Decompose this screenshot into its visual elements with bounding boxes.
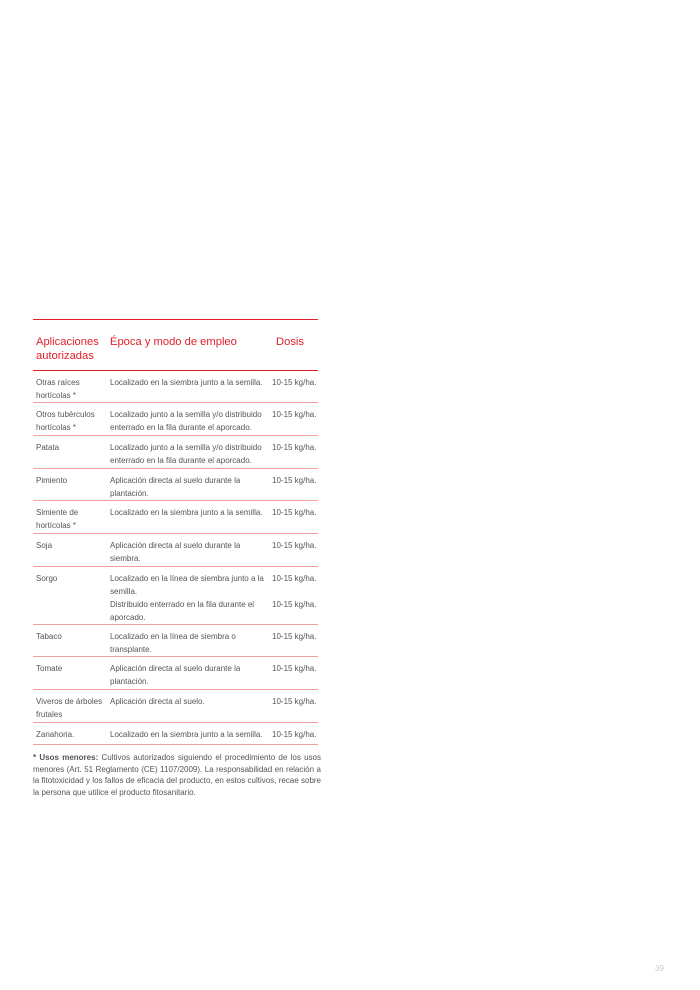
dose-cell: 10-15 kg/ha.: [272, 378, 317, 387]
table-row: [33, 657, 318, 690]
dose-line: 10-15 kg/ha.: [272, 574, 317, 583]
authorized-uses-table: [33, 319, 318, 745]
crop-cell: Sorgo: [36, 574, 58, 583]
method-cell: Localizado en la siembra junto a la semilla.: [110, 378, 263, 387]
dose-line: 10-15 kg/ha.: [272, 600, 317, 609]
table-row: [33, 625, 318, 657]
header-timing: Época y modo de empleo: [110, 336, 237, 348]
crop-cell: Simiente de hortícolas *: [36, 508, 79, 530]
table-row: [33, 469, 318, 501]
crop-cell: Tabaco: [36, 632, 62, 641]
table-row: [33, 403, 318, 436]
dose-cell: 10-15 kg/ha.: [272, 410, 317, 419]
dose-cell: 10-15 kg/ha.: [272, 632, 317, 641]
method-cell: Aplicación directa al suelo.: [110, 697, 205, 706]
method-cell: [108, 572, 270, 624]
minor-uses-footnote: [33, 752, 321, 798]
crop-cell: Soja: [36, 541, 53, 550]
table-row: [33, 436, 318, 469]
table-row: [33, 501, 318, 534]
dose-cell: 10-15 kg/ha.: [272, 697, 317, 706]
dose-cell: 10-15 kg/ha.: [272, 541, 317, 550]
dose-cell: 10-15 kg/ha.: [272, 664, 317, 673]
dose-cell: [270, 572, 320, 611]
header-dose: Dosis: [276, 336, 304, 348]
method-cell: Aplicación directa al suelo durante la plantación.: [110, 476, 241, 498]
method-cell: Localizado en la siembra junto a la semilla.: [110, 508, 263, 517]
crop-cell: Otros tubérculos hortícolas *: [36, 410, 95, 432]
method-line: Localizado en la línea de siembra junto a la semilla.: [110, 574, 264, 596]
method-cell: Localizado junto a la semilla y/o distribuido enterrado en la fila durante el aporcado.: [110, 410, 262, 432]
method-line: Distribuido enterrado en la fila durante el aporcado.: [110, 600, 255, 622]
crop-cell: Otras raíces hortícolas *: [36, 378, 80, 400]
dose-cell: 10-15 kg/ha.: [272, 730, 317, 739]
table-row: [33, 723, 318, 745]
crop-cell: Viveros de árboles frutales: [36, 697, 103, 719]
table-row: [33, 534, 318, 567]
crop-cell: Pimiento: [36, 476, 68, 485]
method-cell: Localizado en la siembra junto a la semilla.: [110, 730, 263, 739]
method-cell: Aplicación directa al suelo durante la siembra.: [110, 541, 241, 563]
header-applications: Aplicaciones autorizadas: [36, 336, 99, 362]
table-row: [33, 690, 318, 723]
method-cell: Localizado en la línea de siembra o transplante.: [110, 632, 236, 654]
method-cell: Localizado junto a la semilla y/o distribuido enterrado en la fila durante el aporcado.: [110, 443, 262, 465]
crop-cell: Tomate: [36, 664, 63, 673]
table-row: [33, 567, 318, 625]
crop-cell: Zanahoria.: [36, 730, 75, 739]
footnote-text: Cultivos autorizados siguiendo el procedimiento de los usos menores (Art. 51 Reglamento (CE) 1107/2009). La responsabilidad en relación a la fitotoxicidad y los fallos de eficacia del producto, en estos cultivos, recae sobre la persona que utilice el producto fitosanitario.: [33, 753, 322, 797]
dose-cell: 10-15 kg/ha.: [272, 476, 317, 485]
dose-cell: 10-15 kg/ha.: [272, 443, 317, 452]
dose-cell: 10-15 kg/ha.: [272, 508, 317, 517]
method-cell: Aplicación directa al suelo durante la plantación.: [110, 664, 241, 686]
table-header: [33, 320, 318, 371]
footnote-lead: * Usos menores:: [33, 753, 99, 762]
table-row: [33, 371, 318, 403]
page-number: 39: [655, 964, 664, 973]
crop-cell: Patata: [36, 443, 60, 452]
